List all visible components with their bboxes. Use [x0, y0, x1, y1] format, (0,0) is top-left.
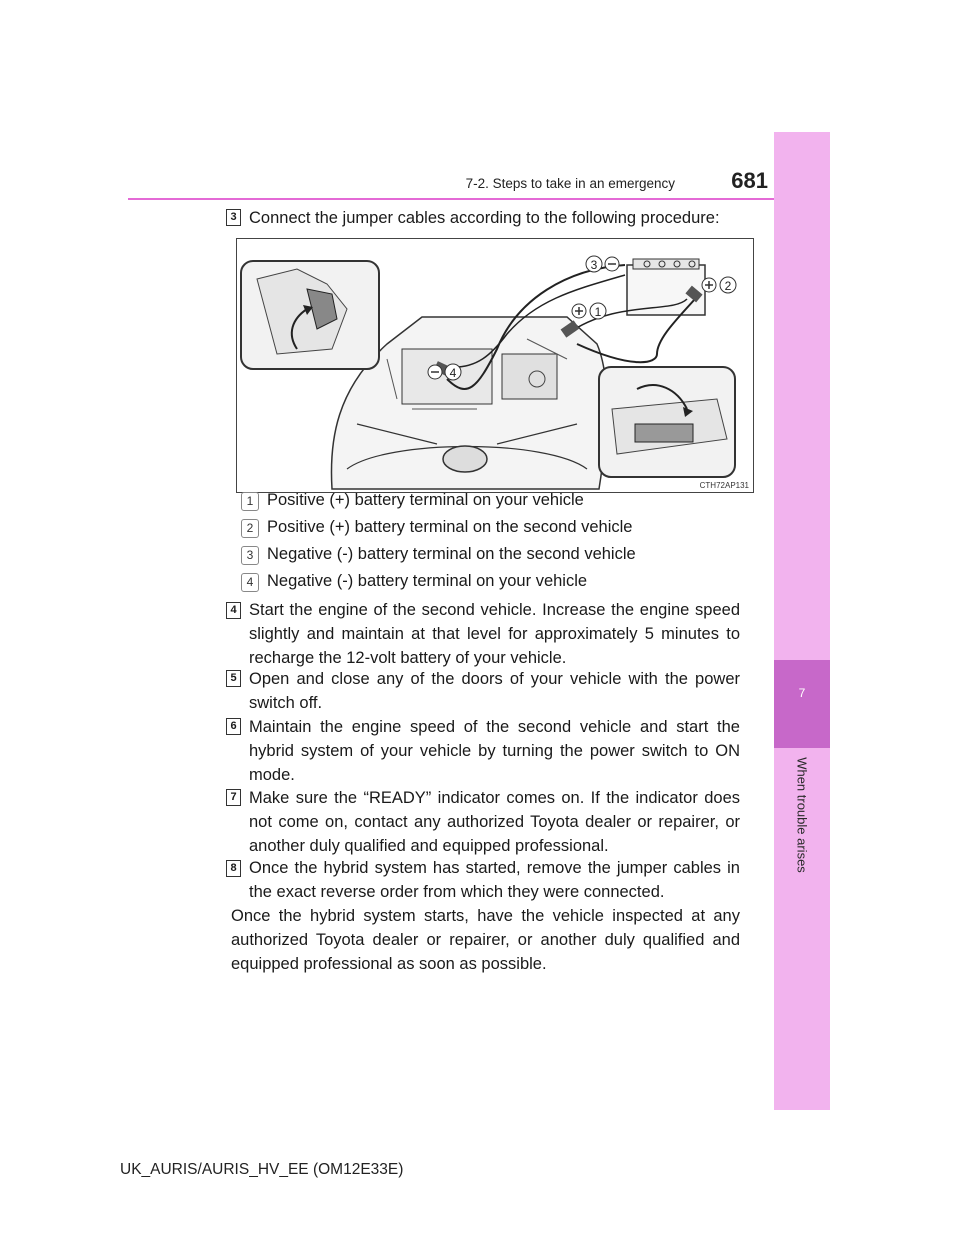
section-title: 7-2. Steps to take in an emergency	[465, 176, 675, 191]
step-number-4: 4	[226, 602, 241, 619]
legend-number: 4	[241, 573, 259, 592]
step-number-5: 5	[226, 670, 241, 687]
step-4-text: Start the engine of the second vehicle. Increase the engine speed slightly and maintain at that level for approximately 5 minutes to recharge the 12-volt battery of your vehicle.	[249, 601, 740, 667]
step-5-text: Open and close any of the doors of your vehicle with the power switch off.	[249, 670, 740, 712]
jumper-cable-diagram	[236, 238, 754, 493]
chapter-title: When trouble arises	[794, 757, 810, 873]
step-6-text: Maintain the engine speed of the second vehicle and start the hybrid system of your vehicle by turning the power switch to ON mode.	[249, 718, 740, 784]
callout-1	[572, 303, 606, 319]
svg-text:4: 4	[449, 366, 457, 380]
callout-3	[586, 256, 619, 272]
callout-2	[702, 277, 736, 293]
legend-text: Negative (-) battery terminal on your vehicle	[267, 572, 588, 590]
chapter-number-tab	[774, 660, 830, 748]
legend-number: 3	[241, 546, 259, 565]
jumper-cable-illustration	[237, 239, 753, 492]
svg-text:2: 2	[724, 279, 732, 293]
legend-text: Positive (+) battery terminal on your vehicle	[267, 491, 584, 509]
chapter-number: 7	[798, 686, 806, 700]
svg-text:3: 3	[590, 258, 598, 272]
header-divider	[128, 198, 830, 200]
chapter-side-tab	[774, 132, 830, 1110]
closing-note: Once the hybrid system starts, have the vehicle inspected at any authorized Toyota dealer or repairer, or another duly qualified and equipped professional as soon as possible.	[231, 907, 740, 973]
step-number-7: 7	[226, 789, 241, 806]
page-number: 681	[731, 168, 768, 193]
step-number-3: 3	[226, 209, 241, 226]
legend-text: Negative (-) battery terminal on the second vehicle	[267, 545, 636, 563]
legend-text: Positive (+) battery terminal on the second vehicle	[267, 518, 633, 536]
figure-code: CTH72AP131	[699, 481, 749, 490]
step-number-6: 6	[226, 718, 241, 735]
step-number-8: 8	[226, 860, 241, 877]
step-7-text: Make sure the “READY” indicator comes on. If the indicator does not come on, contact any authorized Toyota dealer or repairer, or another duly qualified and equipped professional.	[249, 789, 740, 855]
svg-text:1: 1	[594, 305, 602, 319]
legend-number: 2	[241, 519, 259, 538]
legend-number: 1	[241, 492, 259, 511]
document-code-footer: UK_AURIS/AURIS_HV_EE (OM12E33E)	[120, 1161, 404, 1178]
step-3-text: Connect the jumper cables according to the following procedure:	[249, 209, 720, 227]
step-8-text: Once the hybrid system has started, remove the jumper cables in the exact reverse order from which they were connected.	[249, 859, 740, 901]
